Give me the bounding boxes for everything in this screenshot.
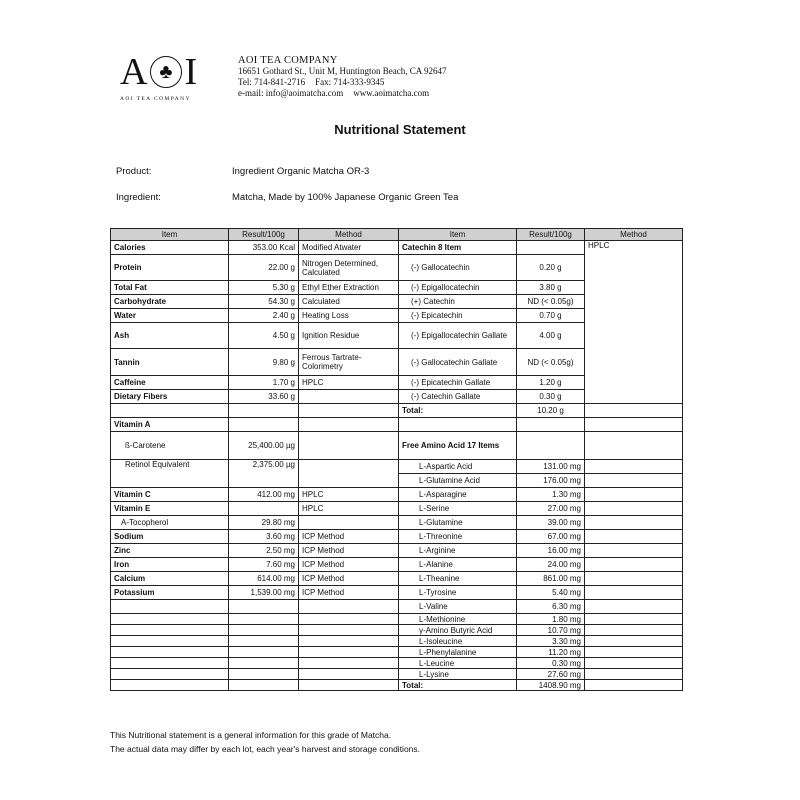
table-cell — [229, 614, 299, 625]
table-cell: Total Fat — [111, 281, 229, 295]
table-cell: 24.00 mg — [517, 558, 585, 572]
product-label: Product: — [116, 166, 152, 177]
table-cell: ICP Method — [299, 544, 399, 558]
table-cell — [111, 647, 229, 658]
table-cell: (-) Epigallocatechin — [399, 281, 517, 295]
company-website: www.aoimatcha.com — [353, 88, 430, 98]
table-cell: 0.70 g — [517, 309, 585, 323]
table-cell: HPLC — [299, 488, 399, 502]
company-logo — [120, 52, 220, 110]
table-cell — [585, 658, 683, 669]
table-cell: L-Serine — [399, 502, 517, 516]
column-header: Method — [299, 229, 399, 241]
table-cell: L-Alanine — [399, 558, 517, 572]
table-cell — [229, 600, 299, 614]
table-cell — [299, 432, 399, 460]
table-cell: HPLC — [585, 241, 683, 404]
table-cell: 3.60 mg — [229, 530, 299, 544]
footer-note — [110, 728, 420, 756]
table-cell — [111, 669, 229, 680]
table-cell: L-Asparagine — [399, 488, 517, 502]
company-info — [238, 55, 447, 99]
table-cell — [299, 460, 399, 488]
table-cell: ND (< 0.05g) — [517, 349, 585, 376]
table-cell: L-Arginine — [399, 544, 517, 558]
table-cell — [229, 680, 299, 691]
table-cell — [111, 636, 229, 647]
table-cell: 22.00 g — [229, 255, 299, 281]
table-cell: A-Tocopherol — [111, 516, 229, 530]
table-cell: 7.60 mg — [229, 558, 299, 572]
table-cell — [111, 680, 229, 691]
table-cell: 1.30 mg — [517, 488, 585, 502]
table-row — [111, 558, 683, 572]
table-cell — [517, 418, 585, 432]
company-email: e-mail: info@aoimatcha.com — [238, 88, 344, 98]
table-cell: 25,400.00 µg — [229, 432, 299, 460]
table-cell: Retinol Equivalent — [111, 460, 229, 488]
page-title: Nutritional Statement — [334, 122, 466, 137]
table-cell: Ash — [111, 323, 229, 349]
catechin-total-label: Total: — [399, 404, 517, 418]
table-cell: 2.50 mg — [229, 544, 299, 558]
company-tel: Tel: 714-841-2716 — [238, 77, 306, 87]
table-cell: 10.70 mg — [517, 625, 585, 636]
table-cell: 9.80 g — [229, 349, 299, 376]
table-row — [111, 544, 683, 558]
table-cell: 67.00 mg — [517, 530, 585, 544]
table-cell — [517, 432, 585, 460]
table-row — [111, 488, 683, 502]
table-cell: HPLC — [299, 502, 399, 516]
table-cell — [229, 418, 299, 432]
table-cell: Modified Atwater — [299, 241, 399, 255]
table-cell — [585, 572, 683, 586]
table-cell — [229, 636, 299, 647]
table-cell: Ethyl Ether Extraction — [299, 281, 399, 295]
table-cell: 1,539.00 mg — [229, 586, 299, 600]
table-row — [111, 636, 683, 647]
table-cell — [585, 432, 683, 460]
table-cell: 33.60 g — [229, 390, 299, 404]
table-cell: Nitrogen Determined, Calculated — [299, 255, 399, 281]
table-cell: 353.00 Kcal — [229, 241, 299, 255]
table-cell — [111, 625, 229, 636]
table-cell: Water — [111, 309, 229, 323]
table-cell: Heating Loss — [299, 309, 399, 323]
table-cell — [299, 669, 399, 680]
column-header: Item — [111, 229, 229, 241]
table-cell: L-Threonine — [399, 530, 517, 544]
table-row — [111, 572, 683, 586]
table-cell: Sodium — [111, 530, 229, 544]
table-cell: 39.00 mg — [517, 516, 585, 530]
catechin-total-value: 10.20 g — [517, 404, 585, 418]
table-row — [111, 404, 683, 418]
table-cell — [585, 614, 683, 625]
club-icon: ♣ — [150, 56, 182, 88]
table-cell: Protein — [111, 255, 229, 281]
table-row — [111, 625, 683, 636]
table-cell — [585, 474, 683, 488]
table-cell: 614.00 mg — [229, 572, 299, 586]
table-cell — [299, 614, 399, 625]
table-cell — [299, 600, 399, 614]
table-cell — [585, 625, 683, 636]
table-cell: ND (< 0.05g) — [517, 295, 585, 309]
company-address: 16651 Gothard St., Unit M, Huntington Beach, CA 92647 — [238, 66, 447, 76]
table-row — [111, 586, 683, 600]
table-cell: 3.80 g — [517, 281, 585, 295]
table-cell: Dietary Fibers — [111, 390, 229, 404]
table-cell — [517, 241, 585, 255]
table-cell: γ-Amino Butyric Acid — [399, 625, 517, 636]
table-cell: Carbohydrate — [111, 295, 229, 309]
table-cell: Ferrous Tartrate-Colorimetry — [299, 349, 399, 376]
table-cell: Potassium — [111, 586, 229, 600]
column-header: Method — [585, 229, 683, 241]
table-cell — [585, 460, 683, 474]
table-cell: (-) Gallocatechin — [399, 255, 517, 281]
table-cell — [229, 625, 299, 636]
table-cell — [229, 669, 299, 680]
table-row — [111, 530, 683, 544]
table-header-row — [111, 229, 683, 241]
table-cell: Vitamin A — [111, 418, 229, 432]
table-cell: 6.30 mg — [517, 600, 585, 614]
table-cell: Catechin 8 Item — [399, 241, 517, 255]
ingredient-value: Matcha, Made by 100% Japanese Organic Green Tea — [232, 192, 459, 203]
table-cell — [299, 390, 399, 404]
table-cell: L-Tyrosine — [399, 586, 517, 600]
table-cell: 54.30 g — [229, 295, 299, 309]
table-cell — [299, 680, 399, 691]
table-cell — [585, 600, 683, 614]
table-cell — [585, 404, 683, 418]
table-cell — [111, 600, 229, 614]
table-cell: ICP Method — [299, 558, 399, 572]
table-cell: 1.20 g — [517, 376, 585, 390]
table-cell: Tannin — [111, 349, 229, 376]
table-cell — [299, 418, 399, 432]
table-row — [111, 502, 683, 516]
table-cell — [585, 488, 683, 502]
table-cell — [399, 418, 517, 432]
table-row — [111, 647, 683, 658]
table-cell: 29.80 mg — [229, 516, 299, 530]
table-cell: (-) Catechin Gallate — [399, 390, 517, 404]
table-cell: 2.40 g — [229, 309, 299, 323]
table-cell: Calculated — [299, 295, 399, 309]
table-row — [111, 241, 683, 255]
table-cell: 861.00 mg — [517, 572, 585, 586]
table-cell: 27.60 mg — [517, 669, 585, 680]
footer-line: This Nutritional statement is a general information for this grade of Matcha. — [110, 730, 392, 740]
footer-line: The actual data may differ by each lot, each year's harvest and storage conditions. — [110, 744, 421, 754]
table-cell: (-) Epigallocatechin Gallate — [399, 323, 517, 349]
table-cell — [299, 625, 399, 636]
table-cell: (+) Catechin — [399, 295, 517, 309]
table-cell — [229, 502, 299, 516]
table-cell: L-Glutamine — [399, 516, 517, 530]
table-cell: 3.30 mg — [517, 636, 585, 647]
table-cell: ß-Carotene — [111, 432, 229, 460]
table-cell — [299, 658, 399, 669]
table-row — [111, 614, 683, 625]
table-cell: L-Methionine — [399, 614, 517, 625]
table-cell — [111, 404, 229, 418]
table-cell: L-Glutamine Acid — [399, 474, 517, 488]
nutrition-table — [110, 228, 683, 691]
table-cell: Zinc — [111, 544, 229, 558]
table-cell: 412.00 mg — [229, 488, 299, 502]
table-cell — [111, 614, 229, 625]
table-row — [111, 516, 683, 530]
table-cell: 2,375.00 µg — [229, 460, 299, 488]
table-cell — [585, 586, 683, 600]
table-cell: Calories — [111, 241, 229, 255]
table-cell: 5.40 mg — [517, 586, 585, 600]
table-cell: L-Lysine — [399, 669, 517, 680]
amino-total-value: 1408.90 mg — [517, 680, 585, 691]
column-header: Result/100g — [517, 229, 585, 241]
logo-subtitle: AOI TEA COMPANY — [120, 96, 191, 102]
table-cell: 16.00 mg — [517, 544, 585, 558]
table-cell — [585, 669, 683, 680]
table-cell: Ignition Residue — [299, 323, 399, 349]
table-cell: 4.50 g — [229, 323, 299, 349]
table-cell: 1.70 g — [229, 376, 299, 390]
table-cell — [229, 658, 299, 669]
table-cell — [299, 636, 399, 647]
logo-mark: A ♣ I — [120, 51, 199, 93]
table-cell: 11.20 mg — [517, 647, 585, 658]
table-cell: 0.30 g — [517, 390, 585, 404]
table-cell — [229, 404, 299, 418]
table-cell: Iron — [111, 558, 229, 572]
company-fax: Fax: 714-333-9345 — [315, 77, 385, 87]
table-cell: ICP Method — [299, 572, 399, 586]
table-cell — [585, 636, 683, 647]
ingredient-label: Ingredient: — [116, 192, 161, 203]
table-cell — [111, 658, 229, 669]
table-cell: 176.00 mg — [517, 474, 585, 488]
table-cell: L-Leucine — [399, 658, 517, 669]
table-cell: L-Valine — [399, 600, 517, 614]
table-cell: Free Amino Acid 17 Items — [399, 432, 517, 460]
table-cell: 5.30 g — [229, 281, 299, 295]
table-cell: ICP Method — [299, 586, 399, 600]
table-cell — [299, 516, 399, 530]
table-cell: 131.00 mg — [517, 460, 585, 474]
table-cell: L-Isoleucine — [399, 636, 517, 647]
table-row — [111, 432, 683, 460]
table-cell: 4.00 g — [517, 323, 585, 349]
table-row — [111, 669, 683, 680]
table-cell — [585, 530, 683, 544]
table-cell — [585, 647, 683, 658]
table-cell — [585, 418, 683, 432]
product-value: Ingredient Organic Matcha OR-3 — [232, 166, 370, 177]
amino-total-label: Total: — [399, 680, 517, 691]
table-row — [111, 680, 683, 691]
table-cell: (-) Gallocatechin Gallate — [399, 349, 517, 376]
table-cell: Caffeine — [111, 376, 229, 390]
table-cell: ICP Method — [299, 530, 399, 544]
table-row — [111, 658, 683, 669]
table-cell: Vitamin E — [111, 502, 229, 516]
table-cell: 0.30 mg — [517, 658, 585, 669]
table-cell — [299, 404, 399, 418]
table-row — [111, 600, 683, 614]
table-cell — [585, 502, 683, 516]
table-cell — [585, 558, 683, 572]
table-cell: Calcium — [111, 572, 229, 586]
table-cell: L-Phenylalanine — [399, 647, 517, 658]
column-header: Result/100g — [229, 229, 299, 241]
table-cell: (-) Epicatechin Gallate — [399, 376, 517, 390]
column-header: Item — [399, 229, 517, 241]
table-cell: HPLC — [299, 376, 399, 390]
table-cell — [585, 680, 683, 691]
table-cell: (-) Epicatechin — [399, 309, 517, 323]
table-cell: L-Theanine — [399, 572, 517, 586]
table-cell: 27.00 mg — [517, 502, 585, 516]
table-cell — [299, 647, 399, 658]
table-cell: L-Aspartic Acid — [399, 460, 517, 474]
table-cell: 1.80 mg — [517, 614, 585, 625]
company-name: AOI TEA COMPANY — [238, 55, 338, 66]
table-cell — [585, 544, 683, 558]
table-cell: Vitamin C — [111, 488, 229, 502]
table-row — [111, 418, 683, 432]
table-cell — [229, 647, 299, 658]
table-cell: 0.20 g — [517, 255, 585, 281]
table-cell — [585, 516, 683, 530]
table-row — [111, 460, 683, 474]
